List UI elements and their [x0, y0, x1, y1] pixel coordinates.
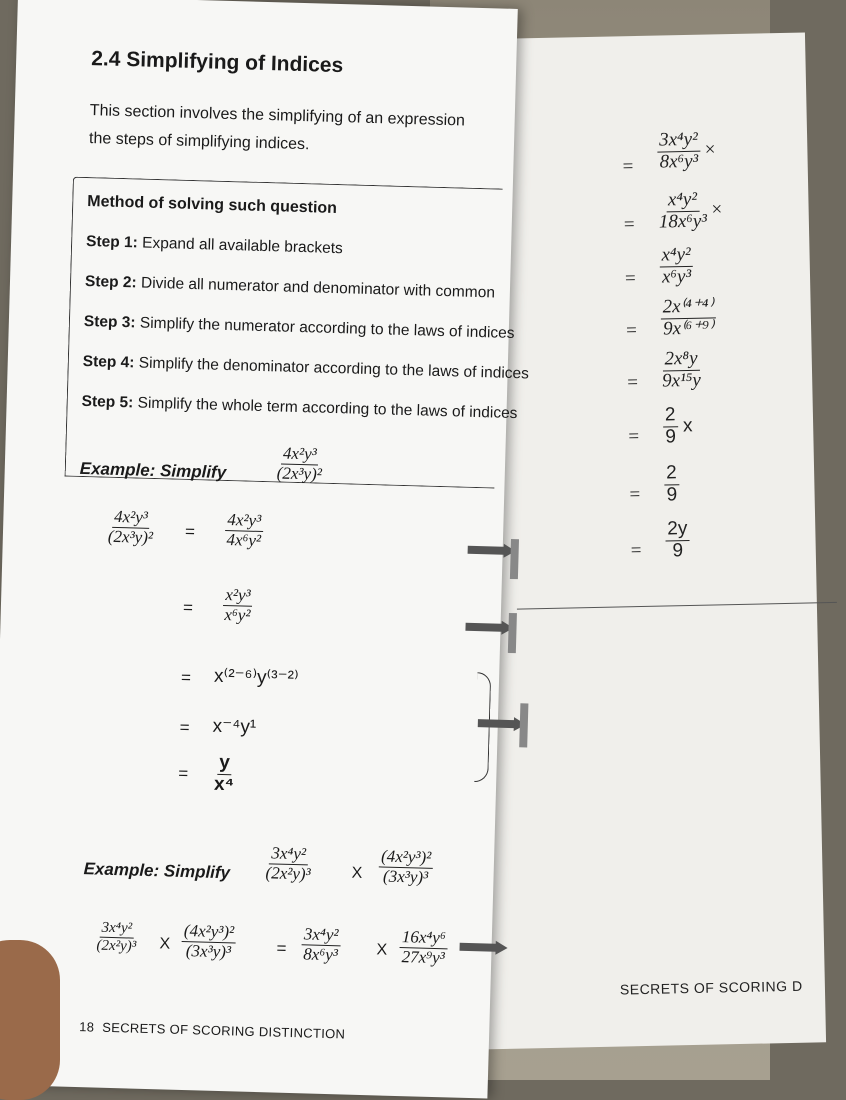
ex1-line1-lhs	[108, 508, 154, 548]
page-number: 18	[79, 1019, 95, 1035]
right-row-3	[659, 245, 693, 288]
arrow-right-icon	[459, 940, 507, 955]
fraction-numerator: 4x²y³	[281, 445, 319, 466]
fraction-numerator: 2x⁽⁴⁺⁴⁾	[660, 296, 715, 319]
method-title: Method of solving such question	[87, 193, 338, 217]
fraction-numerator: y	[217, 753, 232, 775]
equals-sign: =	[624, 268, 636, 290]
example-word: Example:	[79, 458, 156, 481]
ex2-line1-b	[181, 922, 236, 962]
equals-sign: =	[622, 156, 634, 178]
example-verb: Simplify	[163, 861, 231, 883]
equals-sign: =	[179, 717, 190, 738]
fraction-numerator: 2	[663, 405, 678, 427]
step-label: Step 2:	[84, 272, 137, 292]
fraction-denominator: 9x¹⁵y	[661, 369, 702, 392]
fraction-denominator: (3x³y)³	[185, 940, 232, 962]
fraction-denominator: 8x⁶y³	[659, 150, 699, 173]
fraction-denominator: x⁶y³	[661, 265, 692, 288]
operator: ×	[711, 198, 723, 221]
finger	[0, 940, 60, 1100]
equals-sign: =	[628, 426, 640, 448]
fraction-numerator: 4x²y³	[112, 508, 150, 529]
fraction-numerator: 2	[664, 463, 679, 485]
equals-sign: =	[625, 320, 638, 342]
fraction-denominator: 9x⁽⁶⁺⁹⁾	[662, 317, 714, 340]
right-footer: SECRETS OF SCORING D	[619, 977, 803, 998]
ex1-line1-rhs	[225, 511, 264, 550]
equals-sign: =	[630, 540, 642, 562]
step-label: Step 3:	[83, 312, 136, 332]
example-verb: Simplify	[159, 461, 227, 482]
step-label: Step 1:	[85, 233, 139, 252]
operator: ×	[704, 139, 716, 161]
fraction-denominator: 9	[672, 540, 684, 562]
fraction-denominator: 27x⁹y³	[401, 946, 446, 967]
operator: x	[682, 415, 693, 437]
equals-sign: =	[626, 372, 639, 394]
fraction-numerator: 3x⁴y²	[302, 925, 341, 946]
fraction-denominator: (2x²y)³	[265, 862, 311, 884]
ex2-line1-c	[301, 925, 341, 964]
ex2-line1-a	[96, 920, 137, 955]
step-label: Step 4:	[82, 352, 135, 372]
fraction-denominator: 9	[665, 426, 677, 448]
fraction-denominator: (2x²y)³	[96, 937, 137, 955]
step-text: Simplify the whole term according to the laws of indices	[137, 394, 518, 423]
ex2-question-b	[378, 847, 433, 887]
divider	[517, 602, 837, 610]
fraction-denominator: 18x⁶y³	[658, 210, 708, 233]
fraction-numerator: x²y³	[223, 586, 253, 606]
section-title: 2.4 Simplifying of Indices	[90, 47, 344, 78]
ex2-line1-d	[399, 928, 448, 968]
right-row-6	[663, 405, 693, 448]
right-row-1	[657, 129, 716, 173]
right-row-5	[662, 349, 702, 393]
intro-line: the steps of simplifying indices.	[88, 130, 310, 154]
fraction-numerator: 3x⁴y²	[269, 844, 308, 865]
fraction-denominator: (2x³y)²	[107, 526, 154, 547]
bracket-bar	[519, 703, 528, 747]
step-text: Divide all numerator and denominator with common	[140, 274, 496, 302]
right-row-7	[664, 463, 679, 506]
fraction-numerator: 4x²y³	[225, 511, 263, 532]
arrow-right-icon	[467, 543, 515, 558]
times-sign: X	[159, 935, 171, 953]
fraction-denominator: (2x³y)²	[276, 463, 323, 484]
ex1-line2	[223, 586, 253, 625]
fraction-numerator: 3x⁴y²	[99, 920, 134, 938]
example-word: Example:	[83, 859, 160, 881]
step-label: Step 5:	[81, 392, 134, 412]
fraction-numerator: (4x²y³)²	[379, 847, 434, 868]
equals-sign: =	[276, 938, 287, 958]
fraction-numerator: (4x²y³)²	[182, 922, 237, 943]
fraction-numerator: 3x⁴y²	[657, 130, 700, 153]
footer-title: SECRETS OF SCORING DISTINCTION	[102, 1019, 346, 1042]
times-sign: X	[376, 941, 388, 959]
step-text: Simplify the denominator according to the laws of indices	[138, 354, 530, 383]
arrow-right-icon	[465, 620, 513, 635]
fraction-denominator: 4x⁶y²	[226, 529, 262, 550]
right-row-4	[660, 296, 715, 340]
intro-paragraph	[89, 97, 510, 165]
step-text: Expand all available brackets	[141, 234, 344, 258]
fraction-denominator: 8x⁶y³	[303, 944, 339, 964]
ex1-line3: x⁽²⁻⁶⁾y⁽³⁻²⁾	[213, 665, 299, 690]
ex1-line5	[214, 753, 235, 796]
fraction-denominator: x⁴	[213, 773, 235, 796]
equals-sign: =	[178, 763, 189, 784]
equals-sign: =	[180, 667, 192, 688]
equals-sign: =	[623, 214, 635, 236]
page-footer	[79, 1019, 345, 1041]
example-2-label	[83, 859, 230, 883]
right-row-2	[658, 189, 723, 233]
fraction-numerator: 2x⁸y	[662, 349, 699, 372]
fraction-denominator: 9	[666, 484, 678, 506]
right-row-8	[665, 519, 690, 562]
fraction-numerator: 16x⁴y⁶	[400, 928, 448, 949]
equals-sign: =	[182, 597, 194, 618]
fraction-numerator: x⁴y²	[659, 245, 693, 268]
fraction-denominator: (3x³y)³	[382, 866, 429, 887]
equals-sign: =	[184, 521, 196, 542]
ex2-question-a	[265, 844, 311, 884]
intro-line: This section involves the simplifying of an expression	[89, 102, 466, 130]
step-text: Simplify the numerator according to the laws of indices	[139, 314, 515, 342]
times-sign: X	[351, 864, 363, 882]
fraction-denominator: x⁶y²	[224, 604, 251, 625]
bracket-bar	[510, 539, 519, 579]
ex1-line4: x⁻⁴y¹	[212, 715, 257, 738]
equals-sign: =	[629, 484, 641, 506]
fraction-numerator: 2y	[665, 519, 690, 541]
fraction-numerator: x⁴y²	[666, 190, 700, 213]
bracket-bar	[508, 613, 517, 653]
example-1-question	[276, 444, 322, 484]
example-1-label	[80, 459, 227, 483]
